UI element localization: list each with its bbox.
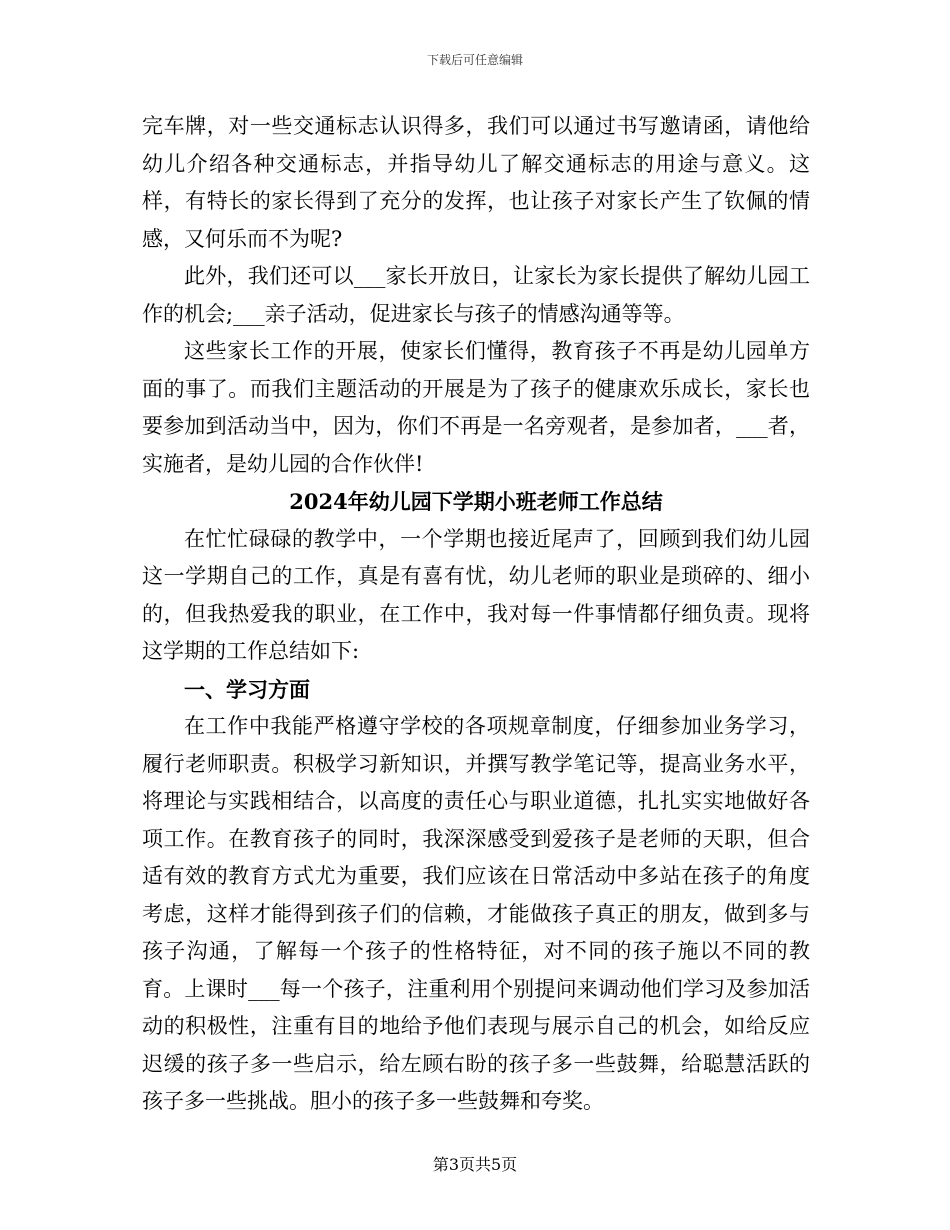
paragraph-open-day: 此外，我们还可以___家长开放日，让家长为家长提供了解幼儿园工作的机会;___亲子活动，促进家长与孩子的情感沟通等等。 — [142, 264, 810, 326]
page-header: 下载后可任意编辑 — [426, 53, 523, 67]
section-heading-study: 一、学习方面 — [184, 676, 310, 702]
document-body — [142, 108, 810, 1121]
paragraph-study: 在工作中我能严格遵守学校的各项规章制度，仔细参加业务学习，履行老师职责。积极学习新知识，并撰写教学笔记等，提高业务水平，将理论与实践相结合，以高度的责任心与职业道德，扎扎实实地做好各项工作。在教育孩子的同时，我深深感受到爱孩子是老师的天职，但合适有效的教育方式尤为重要，我们应该在日常活动中多站在孩子的角度考虑，这样才能得到孩子们的信赖，才能做孩子真正的朋友，做到多与孩子沟通，了解每一个孩子的性格特征，对不同的孩子施以不同的教育。上课时___每一个孩子，注重利用个别提问来调动他们学习及参加活动的积极性，注重有目的地给予他们表现与展示自己的机会，如给反应迟缓的孩子多一些启示，给左顾右盼的孩子多一些鼓舞，给聪慧活跃的孩子多一些挑战。胆小的孩子多一些鼓舞和夸奖。 — [142, 714, 810, 1113]
document-title: 2024年幼儿园下学期小班老师工作总结 — [289, 489, 663, 514]
page-number: 第3页共5页 — [432, 1155, 518, 1174]
paragraph-continuation: 完车牌，对一些交通标志认识得多，我们可以通过书写邀请函，请他给幼儿介绍各种交通标志，并指导幼儿了解交通标志的用途与意义。这样，有特长的家长得到了充分的发挥，也让孩子对家长产生了钦佩的情感，又何乐而不为呢? — [142, 114, 810, 251]
paragraph-parent-work: 这些家长工作的开展，使家长们懂得，教育孩子不再是幼儿园单方面的事了。而我们主题活动的开展是为了孩子的健康欢乐成长，家长也要参加到活动当中，因为，你们不再是一名旁观者，是参加者，___者，实施者，是幼儿园的合作伙伴! — [142, 339, 810, 476]
paragraph-intro: 在忙忙碌碌的教学中，一个学期也接近尾声了，回顾到我们幼儿园这一学期自己的工作，真是有喜有忧，幼儿老师的职业是琐碎的、细小的，但我热爱我的职业，在工作中，我对每一件事情都仔细负责。现将这学期的工作总结如下: — [142, 526, 810, 663]
